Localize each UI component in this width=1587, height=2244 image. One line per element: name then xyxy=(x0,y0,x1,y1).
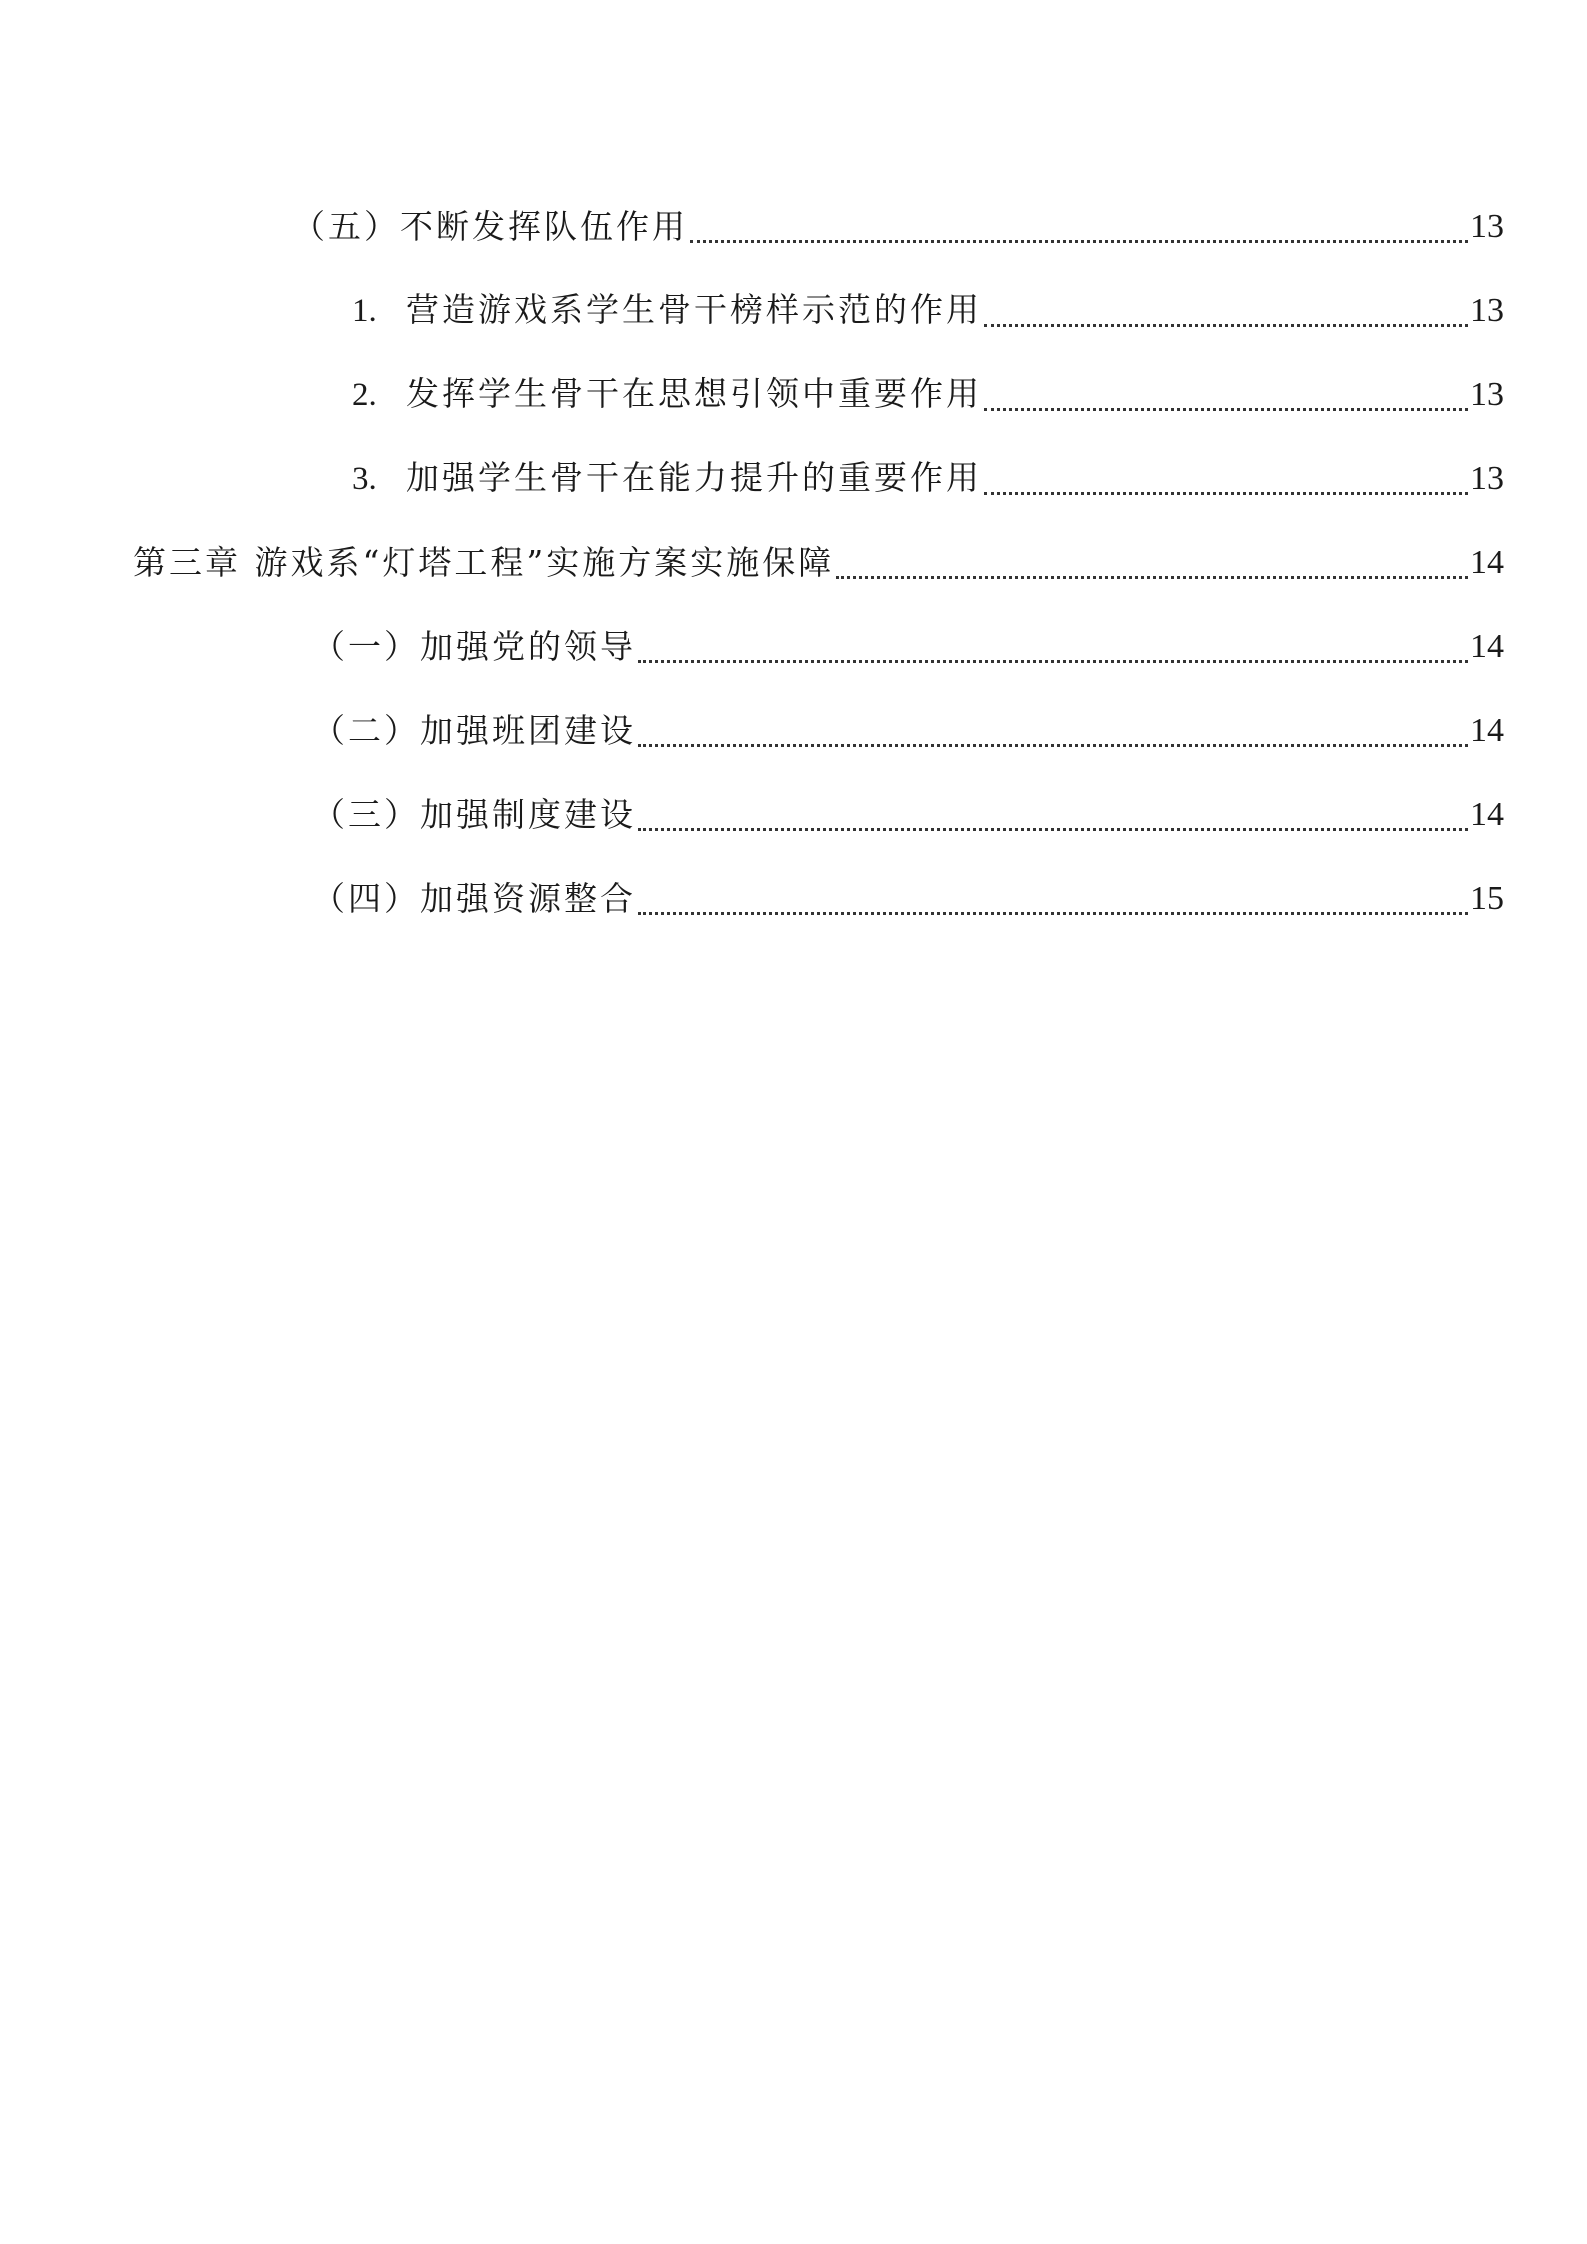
toc-page-number: 13 xyxy=(1470,376,1504,413)
toc-entry-item-3[interactable] xyxy=(352,449,1504,509)
toc-page-number: 13 xyxy=(1470,460,1504,497)
dot-leader xyxy=(638,660,1468,663)
toc-item-number: 3. xyxy=(352,461,377,497)
toc-page-number: 13 xyxy=(1470,208,1504,245)
toc-item-number: 1. xyxy=(352,293,377,329)
toc-entry-text xyxy=(352,280,982,341)
toc-page-number: 14 xyxy=(1470,544,1504,581)
toc-entry-text: 第三章 游戏系“灯塔工程”实施方案实施保障 xyxy=(133,543,835,582)
toc-entry-chapter-3[interactable] xyxy=(133,533,1504,593)
toc-item-title: 营造游戏系学生骨干榜样示范的作用 xyxy=(406,290,982,329)
dot-leader xyxy=(638,912,1468,915)
toc-entry-sub-3[interactable] xyxy=(312,785,1504,845)
toc-entry-text: （一）加强党的领导 xyxy=(312,627,636,666)
toc-item-title: 加强学生骨干在能力提升的重要作用 xyxy=(406,458,982,497)
toc-page-number: 14 xyxy=(1470,712,1504,749)
toc-entry-sub-1[interactable] xyxy=(312,617,1504,677)
toc-entry-text: （五）不断发挥队伍作用 xyxy=(292,207,688,246)
dot-leader xyxy=(836,576,1468,579)
dot-leader xyxy=(638,828,1468,831)
toc-entry-text: （二）加强班团建设 xyxy=(312,711,636,750)
toc-entry-item-1[interactable] xyxy=(352,281,1504,341)
toc-page-number: 13 xyxy=(1470,292,1504,329)
toc-entry-text xyxy=(352,448,982,509)
toc-entry-sub-4[interactable] xyxy=(312,869,1504,929)
toc-page-number: 14 xyxy=(1470,796,1504,833)
toc-page-number: 14 xyxy=(1470,628,1504,665)
dot-leader xyxy=(638,744,1468,747)
toc-item-number: 2. xyxy=(352,377,377,413)
toc-entry-section-5[interactable] xyxy=(292,197,1504,257)
dot-leader xyxy=(984,492,1468,495)
toc-entry-text: （三）加强制度建设 xyxy=(312,795,636,834)
toc-item-title: 发挥学生骨干在思想引领中重要作用 xyxy=(406,374,982,413)
toc-entry-item-2[interactable] xyxy=(352,365,1504,425)
toc-entry-text: （四）加强资源整合 xyxy=(312,879,636,918)
dot-leader xyxy=(984,408,1468,411)
dot-leader xyxy=(984,324,1468,327)
toc-entry-sub-2[interactable] xyxy=(312,701,1504,761)
toc-page-number: 15 xyxy=(1470,880,1504,917)
dot-leader xyxy=(690,240,1468,243)
toc-entry-text xyxy=(352,364,982,425)
